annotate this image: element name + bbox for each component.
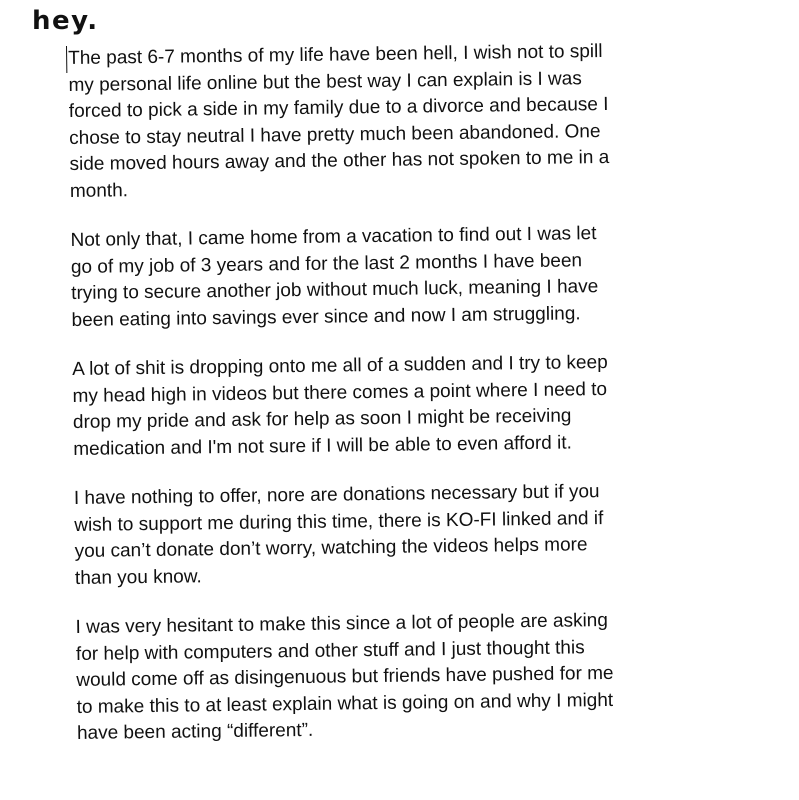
- text-line: chose to stay neutral I have pretty much been abandoned. One: [69, 120, 601, 149]
- text-line: my head high in videos but there comes a point where I need to: [72, 378, 608, 407]
- text-line: forced to pick a side in my family due to a divorce and because I: [68, 93, 609, 122]
- text-line: have been acting “different”.: [76, 719, 314, 744]
- text-line: been eating into savings ever since and now I am struggling.: [71, 302, 581, 331]
- text-line: you can’t donate don’t worry, watching the videos helps more: [74, 534, 588, 562]
- text-line: month.: [69, 179, 129, 202]
- text-line: side moved hours away and the other has not spoken to me in a: [69, 146, 610, 175]
- paragraph-2: [70, 219, 771, 334]
- paragraph-4: [74, 477, 775, 592]
- note-body: [68, 37, 777, 771]
- text-line: Not only that, I came home from a vacation to find out I was let: [70, 223, 597, 251]
- text-line: The past 6-7 months of my life have been hell, I wish not to spill: [66, 37, 768, 73]
- text-line: medication and I'm not sure if I will be able to even afford it.: [73, 431, 572, 460]
- paragraph-5: [75, 606, 777, 748]
- text-line: would come off as disingenuous but friends have pushed for me: [76, 662, 614, 691]
- text-line: trying to secure another job without much luck, meaning I have: [71, 276, 599, 304]
- text-line: I was very hesitant to make this since a lot of people are asking: [75, 609, 608, 638]
- text-line: A lot of shit is dropping onto me all of a sudden and I try to keep: [72, 351, 608, 380]
- text-line: wish to support me during this time, there is KO-FI linked and if: [74, 507, 604, 536]
- text-line: than you know.: [74, 565, 202, 589]
- text-line: my personal life online but the best way I can explain is I was: [68, 67, 582, 96]
- text-line: go of my job of 3 years and for the last 2 months I have been: [70, 249, 583, 278]
- text-line: to make this to at least explain what is going on and why I might: [76, 689, 614, 718]
- text-line: for help with computers and other stuff and I just thought this: [75, 636, 585, 665]
- note-title: hey.: [32, 6, 99, 36]
- paragraph-1: [68, 37, 770, 205]
- text-line: I have nothing to offer, nore are donations necessary but if you: [73, 481, 600, 509]
- paragraph-3: [72, 348, 773, 463]
- text-line: drop my pride and ask for help as soon I might be receiving: [72, 405, 572, 433]
